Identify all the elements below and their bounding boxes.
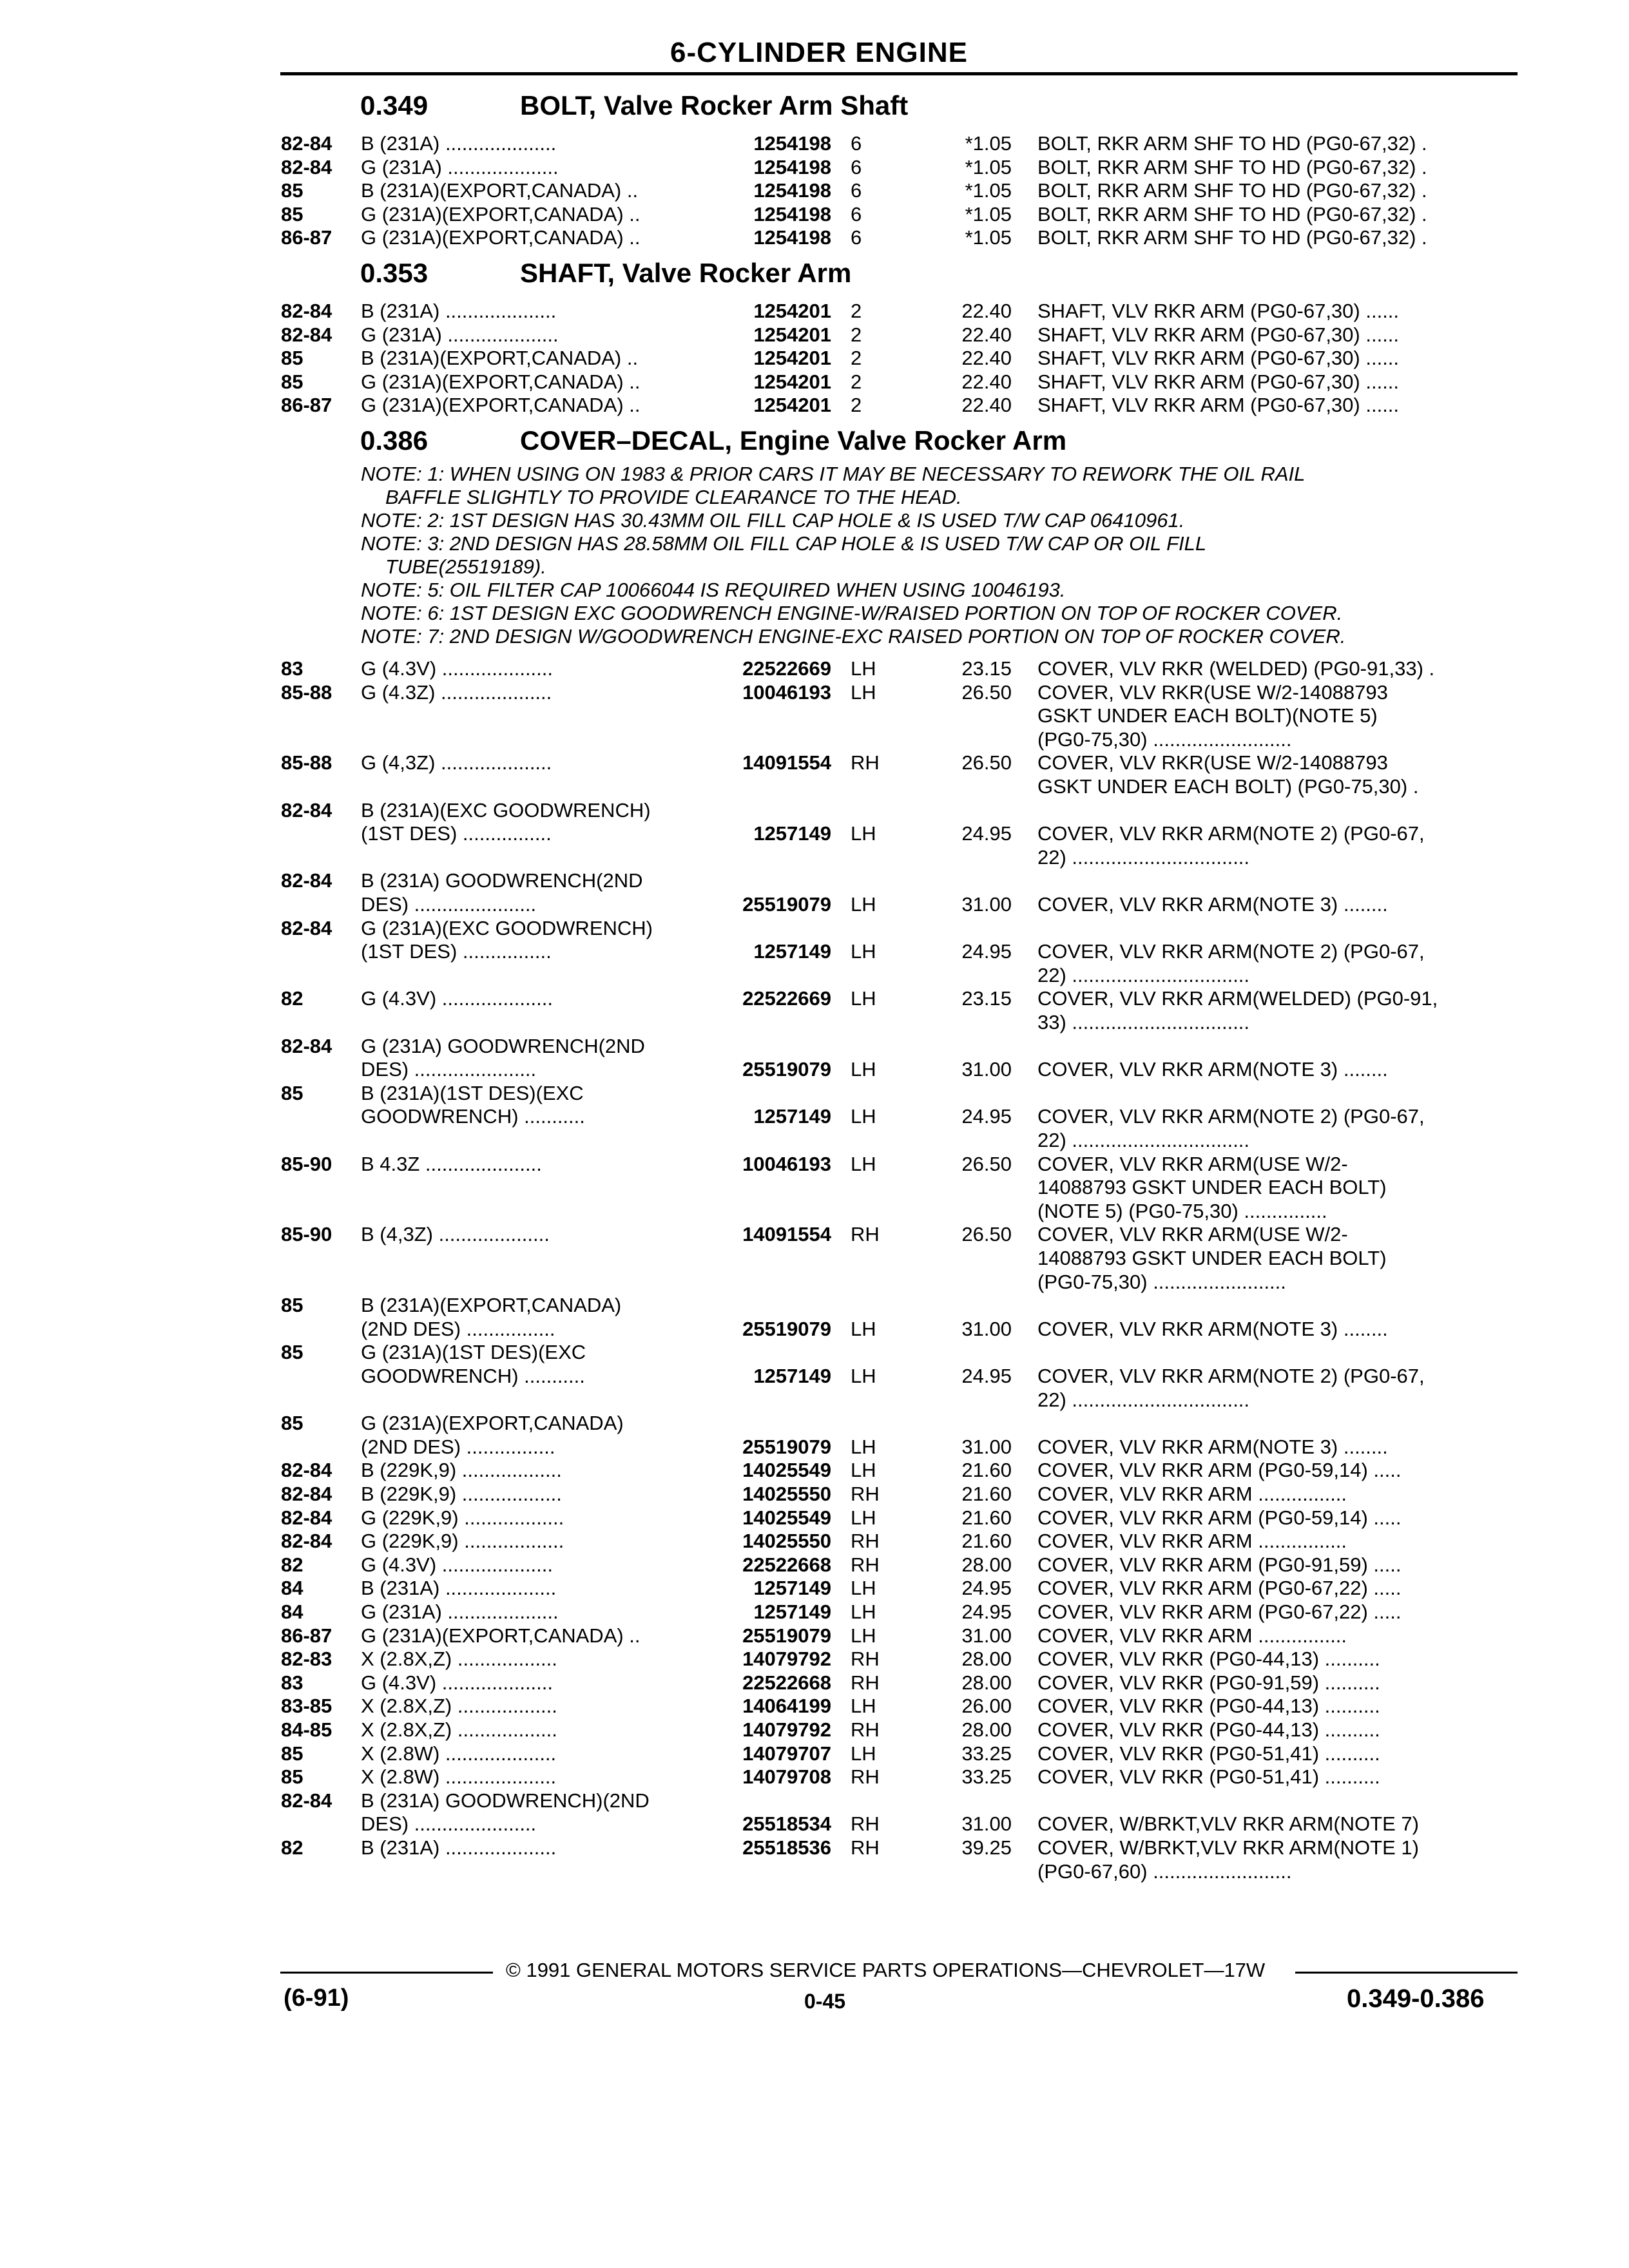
application-cell: B (231A) .................... bbox=[361, 1577, 557, 1600]
year-cell: 85-90 bbox=[281, 1223, 333, 1246]
price-cell: 26.50 bbox=[961, 680, 1012, 704]
part-number-cell: 1257149 bbox=[753, 822, 831, 845]
year-cell: 82-84 bbox=[281, 869, 333, 892]
price-cell: 24.95 bbox=[961, 1105, 1012, 1128]
price-cell: 28.00 bbox=[961, 1718, 1012, 1741]
part-number-cell: 14079707 bbox=[742, 1742, 831, 1765]
year-cell: 86-87 bbox=[281, 226, 333, 249]
application-cell: G (4.3V) .................... bbox=[361, 1553, 554, 1576]
part-number-cell: 14079792 bbox=[742, 1718, 831, 1741]
price-cell: 21.60 bbox=[961, 1506, 1012, 1529]
price-cell: 31.00 bbox=[961, 1435, 1012, 1458]
description-cell: 22) ................................ bbox=[1037, 1129, 1250, 1151]
price-cell: 21.60 bbox=[961, 1483, 1012, 1505]
price-cell: 23.15 bbox=[961, 987, 1012, 1010]
quantity-cell: LH bbox=[851, 657, 876, 680]
description-cell: COVER, VLV RKR ARM(NOTE 3) ........ bbox=[1037, 1435, 1388, 1458]
quantity-cell: LH bbox=[851, 1577, 876, 1600]
price-cell: 24.95 bbox=[961, 822, 1012, 845]
note-line: NOTE: 1: WHEN USING ON 1983 & PRIOR CARS IT MAY BE NECESSARY TO REWORK THE OIL RAIL bbox=[361, 463, 1306, 485]
application-cell: G (231A) GOODWRENCH(2ND bbox=[361, 1034, 645, 1057]
year-cell: 85 bbox=[281, 1765, 304, 1789]
description-cell: SHAFT, VLV RKR ARM (PG0-67,30) ...... bbox=[1037, 347, 1400, 369]
application-cell: G (231A)(EXPORT,CANADA) bbox=[361, 1412, 624, 1435]
year-cell: 85 bbox=[281, 347, 304, 369]
price-cell: 24.95 bbox=[961, 1600, 1012, 1623]
description-cell: COVER, VLV RKR ARM (PG0-59,14) ..... bbox=[1037, 1506, 1402, 1529]
part-number-cell: 1254198 bbox=[753, 179, 831, 202]
quantity-cell: RH bbox=[851, 1530, 880, 1553]
part-number-cell: 1257149 bbox=[753, 1105, 831, 1128]
part-number-cell: 25519079 bbox=[742, 1058, 831, 1081]
year-cell: 84-85 bbox=[281, 1718, 333, 1741]
part-number-cell: 22522669 bbox=[742, 987, 831, 1010]
application-cell: GOODWRENCH) ........... bbox=[361, 1365, 585, 1387]
part-number-cell: 1257149 bbox=[753, 1600, 831, 1623]
year-cell: 85-88 bbox=[281, 751, 333, 774]
description-cell: 22) ................................ bbox=[1037, 1388, 1250, 1411]
part-number-cell: 14025550 bbox=[742, 1530, 831, 1553]
year-cell: 85 bbox=[281, 1294, 304, 1317]
description-cell: (NOTE 5) (PG0-75,30) ............... bbox=[1037, 1199, 1327, 1222]
application-cell: G (231A)(EXPORT,CANADA) .. bbox=[361, 226, 641, 249]
quantity-cell: LH bbox=[851, 1624, 876, 1647]
part-number-cell: 25518534 bbox=[742, 1812, 831, 1836]
quantity-cell: RH bbox=[851, 1553, 880, 1576]
description-cell: COVER, VLV RKR(USE W/2-14088793 bbox=[1037, 680, 1388, 704]
description-cell: COVER, VLV RKR ARM(USE W/2- bbox=[1037, 1152, 1348, 1175]
description-cell: GSKT UNDER EACH BOLT)(NOTE 5) bbox=[1037, 704, 1378, 727]
application-cell: G (231A)(EXPORT,CANADA) .. bbox=[361, 370, 641, 393]
price-cell: 21.60 bbox=[961, 1530, 1012, 1553]
description-cell: (PG0-67,60) ......................... bbox=[1037, 1860, 1292, 1883]
part-number-cell: 1254201 bbox=[753, 394, 831, 416]
description-cell: 22) ................................ bbox=[1037, 845, 1250, 869]
application-cell: G (231A) .................... bbox=[361, 323, 559, 346]
year-cell: 82-84 bbox=[281, 1789, 333, 1812]
application-cell: G (4,3Z) .................... bbox=[361, 751, 552, 774]
quantity-cell: LH bbox=[851, 1152, 876, 1175]
quantity-cell: 2 bbox=[851, 370, 862, 393]
footer-date: (6-91) bbox=[284, 1984, 349, 2012]
price-cell: 33.25 bbox=[961, 1742, 1012, 1765]
year-cell: 85-88 bbox=[281, 680, 333, 704]
note-line: NOTE: 7: 2ND DESIGN W/GOODWRENCH ENGINE-EXC RAISED PORTION ON TOP OF ROCKER COVER. bbox=[361, 625, 1346, 648]
application-cell: G (231A)(EXPORT,CANADA) .. bbox=[361, 1624, 641, 1647]
application-cell: B (231A) GOODWRENCH(2ND bbox=[361, 869, 643, 892]
part-number-cell: 1254201 bbox=[753, 347, 831, 369]
part-number-cell: 1254198 bbox=[753, 202, 831, 226]
section-title: BOLT, Valve Rocker Arm Shaft bbox=[520, 90, 909, 120]
price-cell: *1.05 bbox=[965, 132, 1012, 155]
year-cell: 83-85 bbox=[281, 1695, 333, 1718]
application-cell: B 4.3Z ..................... bbox=[361, 1152, 542, 1175]
part-number-cell: 1254201 bbox=[753, 323, 831, 346]
application-cell: (1ST DES) ................ bbox=[361, 940, 552, 963]
description-cell: BOLT, RKR ARM SHF TO HD (PG0-67,32) . bbox=[1037, 226, 1427, 249]
description-cell: COVER, VLV RKR ARM(NOTE 2) (PG0-67, bbox=[1037, 940, 1425, 963]
application-cell: B (229K,9) .................. bbox=[361, 1459, 562, 1482]
year-cell: 84 bbox=[281, 1600, 304, 1623]
quantity-cell: LH bbox=[851, 822, 876, 845]
year-cell: 82-84 bbox=[281, 300, 333, 322]
part-number-cell: 22522668 bbox=[742, 1671, 831, 1694]
description-cell: SHAFT, VLV RKR ARM (PG0-67,30) ...... bbox=[1037, 300, 1400, 322]
application-cell: B (231A)(EXPORT,CANADA) .. bbox=[361, 179, 639, 202]
description-cell: COVER, VLV RKR (PG0-44,13) .......... bbox=[1037, 1648, 1380, 1671]
application-cell: G (4.3V) .................... bbox=[361, 1671, 554, 1694]
description-cell: COVER, VLV RKR ARM (PG0-91,59) ..... bbox=[1037, 1553, 1402, 1576]
price-cell: *1.05 bbox=[965, 179, 1012, 202]
price-cell: 23.15 bbox=[961, 657, 1012, 680]
description-cell: COVER, VLV RKR ARM(USE W/2- bbox=[1037, 1223, 1348, 1246]
part-number-cell: 10046193 bbox=[742, 680, 831, 704]
price-cell: 22.40 bbox=[961, 323, 1012, 346]
application-cell: GOODWRENCH) ........... bbox=[361, 1105, 585, 1128]
price-cell: 22.40 bbox=[961, 300, 1012, 322]
quantity-cell: LH bbox=[851, 680, 876, 704]
description-cell: (PG0-75,30) ........................ bbox=[1037, 1270, 1286, 1293]
part-number-cell: 22522668 bbox=[742, 1553, 831, 1576]
part-number-cell: 1254198 bbox=[753, 155, 831, 178]
year-cell: 86-87 bbox=[281, 394, 333, 416]
description-cell: SHAFT, VLV RKR ARM (PG0-67,30) ...... bbox=[1037, 323, 1400, 346]
footer-page-number: 0-45 bbox=[804, 1990, 846, 2013]
part-number-cell: 1257149 bbox=[753, 940, 831, 963]
description-cell: COVER, VLV RKR (PG0-51,41) .......... bbox=[1037, 1765, 1380, 1789]
application-cell: G (231A)(EXC GOODWRENCH) bbox=[361, 916, 653, 939]
part-number-cell: 14025549 bbox=[742, 1459, 831, 1482]
part-number-cell: 14064199 bbox=[742, 1695, 831, 1718]
application-cell: B (231A)(EXC GOODWRENCH) bbox=[361, 798, 651, 822]
quantity-cell: LH bbox=[851, 1695, 876, 1718]
price-cell: 31.00 bbox=[961, 1812, 1012, 1836]
footer-rule-left bbox=[280, 1972, 493, 1974]
price-cell: 39.25 bbox=[961, 1836, 1012, 1859]
year-cell: 82-84 bbox=[281, 132, 333, 155]
year-cell: 82-84 bbox=[281, 1459, 333, 1482]
price-cell: 28.00 bbox=[961, 1553, 1012, 1576]
description-cell: 22) ................................ bbox=[1037, 963, 1250, 986]
description-cell: COVER, VLV RKR ARM(NOTE 3) ........ bbox=[1037, 1058, 1388, 1081]
quantity-cell: LH bbox=[851, 893, 876, 916]
year-cell: 82-84 bbox=[281, 916, 333, 939]
application-cell: G (231A)(EXPORT,CANADA) .. bbox=[361, 202, 641, 226]
description-cell: COVER, VLV RKR ARM(NOTE 2) (PG0-67, bbox=[1037, 1365, 1425, 1387]
part-number-cell: 1254198 bbox=[753, 132, 831, 155]
quantity-cell: RH bbox=[851, 1483, 880, 1505]
description-cell: COVER, VLV RKR ARM (PG0-67,22) ..... bbox=[1037, 1600, 1402, 1623]
section-heading-0353 bbox=[360, 258, 851, 289]
quantity-cell: 6 bbox=[851, 155, 862, 178]
year-cell: 83 bbox=[281, 1671, 304, 1694]
part-number-cell: 25519079 bbox=[742, 893, 831, 916]
part-number-cell: 25519079 bbox=[742, 1624, 831, 1647]
quantity-cell: LH bbox=[851, 1459, 876, 1482]
note-line: NOTE: 6: 1ST DESIGN EXC GOODWRENCH ENGINE-W/RAISED PORTION ON TOP OF ROCKER COVER. bbox=[361, 602, 1343, 624]
description-cell: BOLT, RKR ARM SHF TO HD (PG0-67,32) . bbox=[1037, 179, 1427, 202]
description-cell: BOLT, RKR ARM SHF TO HD (PG0-67,32) . bbox=[1037, 132, 1427, 155]
quantity-cell: LH bbox=[851, 1105, 876, 1128]
description-cell: COVER, VLV RKR (PG0-51,41) .......... bbox=[1037, 1742, 1380, 1765]
note-line: BAFFLE SLIGHTLY TO PROVIDE CLEARANCE TO THE HEAD. bbox=[385, 486, 962, 508]
quantity-cell: LH bbox=[851, 1742, 876, 1765]
application-cell: B (231A)(EXPORT,CANADA) bbox=[361, 1294, 622, 1317]
price-cell: 24.95 bbox=[961, 940, 1012, 963]
quantity-cell: RH bbox=[851, 1648, 880, 1671]
description-cell: SHAFT, VLV RKR ARM (PG0-67,30) ...... bbox=[1037, 394, 1400, 416]
quantity-cell: RH bbox=[851, 1671, 880, 1694]
part-number-cell: 1254198 bbox=[753, 226, 831, 249]
quantity-cell: RH bbox=[851, 1718, 880, 1741]
part-number-cell: 10046193 bbox=[742, 1152, 831, 1175]
description-cell: COVER, VLV RKR ARM ................ bbox=[1037, 1624, 1347, 1647]
year-cell: 82 bbox=[281, 987, 304, 1010]
price-cell: 22.40 bbox=[961, 394, 1012, 416]
application-cell: G (229K,9) .................. bbox=[361, 1506, 564, 1529]
year-cell: 85 bbox=[281, 1412, 304, 1435]
description-cell: BOLT, RKR ARM SHF TO HD (PG0-67,32) . bbox=[1037, 155, 1427, 178]
application-cell: G (231A)(EXPORT,CANADA) .. bbox=[361, 394, 641, 416]
part-number-cell: 14025549 bbox=[742, 1506, 831, 1529]
quantity-cell: RH bbox=[851, 1765, 880, 1789]
application-cell: G (229K,9) .................. bbox=[361, 1530, 564, 1553]
year-cell: 82-84 bbox=[281, 323, 333, 346]
price-cell: *1.05 bbox=[965, 155, 1012, 178]
year-cell: 85 bbox=[281, 370, 304, 393]
price-cell: 24.95 bbox=[961, 1365, 1012, 1387]
quantity-cell: LH bbox=[851, 1600, 876, 1623]
description-cell: COVER, W/BRKT,VLV RKR ARM(NOTE 1) bbox=[1037, 1836, 1419, 1859]
application-cell: X (2.8X,Z) .................. bbox=[361, 1648, 557, 1671]
part-number-cell: 25519079 bbox=[742, 1435, 831, 1458]
price-cell: 22.40 bbox=[961, 347, 1012, 369]
application-cell: DES) ...................... bbox=[361, 1812, 537, 1836]
application-cell: G (4.3V) .................... bbox=[361, 657, 554, 680]
part-number-cell: 14079708 bbox=[742, 1765, 831, 1789]
year-cell: 85 bbox=[281, 202, 304, 226]
description-cell: SHAFT, VLV RKR ARM (PG0-67,30) ...... bbox=[1037, 370, 1400, 393]
application-cell: (2ND DES) ................ bbox=[361, 1317, 555, 1340]
price-cell: *1.05 bbox=[965, 202, 1012, 226]
price-cell: 26.50 bbox=[961, 751, 1012, 774]
description-cell: COVER, VLV RKR ARM(NOTE 3) ........ bbox=[1037, 1317, 1388, 1340]
application-cell: B (4,3Z) .................... bbox=[361, 1223, 550, 1246]
part-number-cell: 25518536 bbox=[742, 1836, 831, 1859]
year-cell: 82-84 bbox=[281, 1506, 333, 1529]
price-cell: 21.60 bbox=[961, 1459, 1012, 1482]
year-cell: 82-84 bbox=[281, 1530, 333, 1553]
description-cell: COVER, VLV RKR ARM ................ bbox=[1037, 1483, 1347, 1505]
description-cell: BOLT, RKR ARM SHF TO HD (PG0-67,32) . bbox=[1037, 202, 1427, 226]
year-cell: 82-84 bbox=[281, 798, 333, 822]
year-cell: 84 bbox=[281, 1577, 304, 1600]
footer-rule-right bbox=[1295, 1972, 1518, 1974]
quantity-cell: LH bbox=[851, 1435, 876, 1458]
application-cell: X (2.8X,Z) .................. bbox=[361, 1695, 557, 1718]
part-number-cell: 14091554 bbox=[742, 751, 831, 774]
price-cell: 31.00 bbox=[961, 1317, 1012, 1340]
year-cell: 83 bbox=[281, 657, 304, 680]
quantity-cell: LH bbox=[851, 1058, 876, 1081]
application-cell: G (231A) .................... bbox=[361, 1600, 559, 1623]
quantity-cell: 2 bbox=[851, 323, 862, 346]
quantity-cell: RH bbox=[851, 1836, 880, 1859]
application-cell: B (231A) .................... bbox=[361, 132, 557, 155]
year-cell: 85 bbox=[281, 1081, 304, 1104]
year-cell: 82-84 bbox=[281, 1034, 333, 1057]
note-line: NOTE: 3: 2ND DESIGN HAS 28.58MM OIL FILL CAP HOLE & IS USED T/W CAP OR OIL FILL bbox=[361, 532, 1207, 555]
application-cell: B (231A)(1ST DES)(EXC bbox=[361, 1081, 584, 1104]
description-cell: COVER, VLV RKR ARM (PG0-67,22) ..... bbox=[1037, 1577, 1402, 1600]
section-number: 0.386 bbox=[360, 425, 429, 456]
price-cell: 28.00 bbox=[961, 1671, 1012, 1694]
note-line: NOTE: 5: OIL FILTER CAP 10066044 IS REQUIRED WHEN USING 10046193. bbox=[361, 579, 1066, 601]
description-cell: COVER, VLV RKR (PG0-91,59) .......... bbox=[1037, 1671, 1380, 1694]
application-cell: B (231A) GOODWRENCH)(2ND bbox=[361, 1789, 650, 1812]
application-cell: X (2.8X,Z) .................. bbox=[361, 1718, 557, 1741]
application-cell: B (231A) .................... bbox=[361, 300, 557, 322]
part-number-cell: 22522669 bbox=[742, 657, 831, 680]
footer-copyright: © 1991 GENERAL MOTORS SERVICE PARTS OPERATIONS—CHEVROLET—17W bbox=[506, 1959, 1266, 1981]
price-cell: 26.50 bbox=[961, 1223, 1012, 1246]
application-cell: G (231A) .................... bbox=[361, 155, 559, 178]
description-cell: COVER, VLV RKR (WELDED) (PG0-91,33) . bbox=[1037, 657, 1435, 680]
description-cell: 33) ................................ bbox=[1037, 1011, 1250, 1033]
price-cell: 26.50 bbox=[961, 1152, 1012, 1175]
section-heading-0349 bbox=[360, 90, 908, 121]
price-cell: 31.00 bbox=[961, 1058, 1012, 1081]
application-cell: B (229K,9) .................. bbox=[361, 1483, 562, 1505]
year-cell: 82-84 bbox=[281, 155, 333, 178]
quantity-cell: 6 bbox=[851, 226, 862, 249]
page-title: 6-CYLINDER ENGINE bbox=[670, 37, 968, 68]
header-rule bbox=[280, 72, 1518, 75]
application-cell: G (4.3V) .................... bbox=[361, 987, 554, 1010]
quantity-cell: RH bbox=[851, 751, 880, 774]
footer-section-range: 0.349-0.386 bbox=[1347, 1984, 1485, 2013]
part-number-cell: 1257149 bbox=[753, 1577, 831, 1600]
year-cell: 86-87 bbox=[281, 1624, 333, 1647]
application-cell: B (231A)(EXPORT,CANADA) .. bbox=[361, 347, 639, 369]
application-cell: DES) ...................... bbox=[361, 893, 537, 916]
part-number-cell: 14091554 bbox=[742, 1223, 831, 1246]
section-title: SHAFT, Valve Rocker Arm bbox=[520, 258, 852, 288]
description-cell: COVER, VLV RKR ARM ................ bbox=[1037, 1530, 1347, 1553]
quantity-cell: LH bbox=[851, 940, 876, 963]
part-number-cell: 1257149 bbox=[753, 1365, 831, 1387]
quantity-cell: 2 bbox=[851, 300, 862, 322]
price-cell: 31.00 bbox=[961, 893, 1012, 916]
description-cell: COVER, VLV RKR(USE W/2-14088793 bbox=[1037, 751, 1388, 774]
application-cell: X (2.8W) .................... bbox=[361, 1742, 557, 1765]
quantity-cell: LH bbox=[851, 987, 876, 1010]
application-cell: (1ST DES) ................ bbox=[361, 822, 552, 845]
section-number: 0.349 bbox=[360, 90, 429, 120]
year-cell: 82-83 bbox=[281, 1648, 333, 1671]
price-cell: 26.00 bbox=[961, 1695, 1012, 1718]
note-line: TUBE(25519189). bbox=[385, 555, 546, 578]
quantity-cell: RH bbox=[851, 1812, 880, 1836]
note-line: NOTE: 2: 1ST DESIGN HAS 30.43MM OIL FILL CAP HOLE & IS USED T/W CAP 06410961. bbox=[361, 509, 1185, 532]
application-cell: G (231A)(1ST DES)(EXC bbox=[361, 1341, 586, 1364]
year-cell: 82-84 bbox=[281, 1483, 333, 1505]
part-number-cell: 25519079 bbox=[742, 1317, 831, 1340]
quantity-cell: 6 bbox=[851, 202, 862, 226]
application-cell: X (2.8W) .................... bbox=[361, 1765, 557, 1789]
description-cell: COVER, VLV RKR ARM (PG0-59,14) ..... bbox=[1037, 1459, 1402, 1482]
description-cell: COVER, VLV RKR ARM(NOTE 2) (PG0-67, bbox=[1037, 822, 1425, 845]
section-title: COVER–DECAL, Engine Valve Rocker Arm bbox=[520, 425, 1067, 456]
description-cell: COVER, VLV RKR ARM(WELDED) (PG0-91, bbox=[1037, 987, 1438, 1010]
description-cell: 14088793 GSKT UNDER EACH BOLT) bbox=[1037, 1176, 1387, 1199]
description-cell: COVER, VLV RKR ARM(NOTE 2) (PG0-67, bbox=[1037, 1105, 1425, 1128]
description-cell: COVER, VLV RKR (PG0-44,13) .......... bbox=[1037, 1718, 1380, 1741]
description-cell: (PG0-75,30) ......................... bbox=[1037, 727, 1292, 751]
application-cell: B (231A) .................... bbox=[361, 1836, 557, 1859]
part-number-cell: 1254201 bbox=[753, 300, 831, 322]
description-cell: COVER, VLV RKR (PG0-44,13) .......... bbox=[1037, 1695, 1380, 1718]
year-cell: 85 bbox=[281, 1742, 304, 1765]
year-cell: 85-90 bbox=[281, 1152, 333, 1175]
part-number-cell: 14025550 bbox=[742, 1483, 831, 1505]
year-cell: 82 bbox=[281, 1836, 304, 1859]
year-cell: 85 bbox=[281, 179, 304, 202]
price-cell: 31.00 bbox=[961, 1624, 1012, 1647]
quantity-cell: 6 bbox=[851, 132, 862, 155]
description-cell: COVER, VLV RKR ARM(NOTE 3) ........ bbox=[1037, 893, 1388, 916]
section-number: 0.353 bbox=[360, 258, 429, 288]
price-cell: 24.95 bbox=[961, 1577, 1012, 1600]
quantity-cell: LH bbox=[851, 1317, 876, 1340]
description-cell: 14088793 GSKT UNDER EACH BOLT) bbox=[1037, 1247, 1387, 1269]
quantity-cell: 6 bbox=[851, 179, 862, 202]
price-cell: 22.40 bbox=[961, 370, 1012, 393]
quantity-cell: LH bbox=[851, 1365, 876, 1387]
quantity-cell: LH bbox=[851, 1506, 876, 1529]
application-cell: G (4.3Z) .................... bbox=[361, 680, 552, 704]
section-heading-0386 bbox=[360, 425, 1066, 456]
price-cell: *1.05 bbox=[965, 226, 1012, 249]
description-cell: GSKT UNDER EACH BOLT) (PG0-75,30) . bbox=[1037, 775, 1419, 798]
quantity-cell: 2 bbox=[851, 347, 862, 369]
part-number-cell: 1254201 bbox=[753, 370, 831, 393]
description-cell: COVER, W/BRKT,VLV RKR ARM(NOTE 7) bbox=[1037, 1812, 1419, 1836]
year-cell: 82 bbox=[281, 1553, 304, 1576]
part-number-cell: 14079792 bbox=[742, 1648, 831, 1671]
quantity-cell: RH bbox=[851, 1223, 880, 1246]
price-cell: 33.25 bbox=[961, 1765, 1012, 1789]
application-cell: DES) ...................... bbox=[361, 1058, 537, 1081]
quantity-cell: 2 bbox=[851, 394, 862, 416]
application-cell: (2ND DES) ................ bbox=[361, 1435, 555, 1458]
year-cell: 85 bbox=[281, 1341, 304, 1364]
price-cell: 28.00 bbox=[961, 1648, 1012, 1671]
